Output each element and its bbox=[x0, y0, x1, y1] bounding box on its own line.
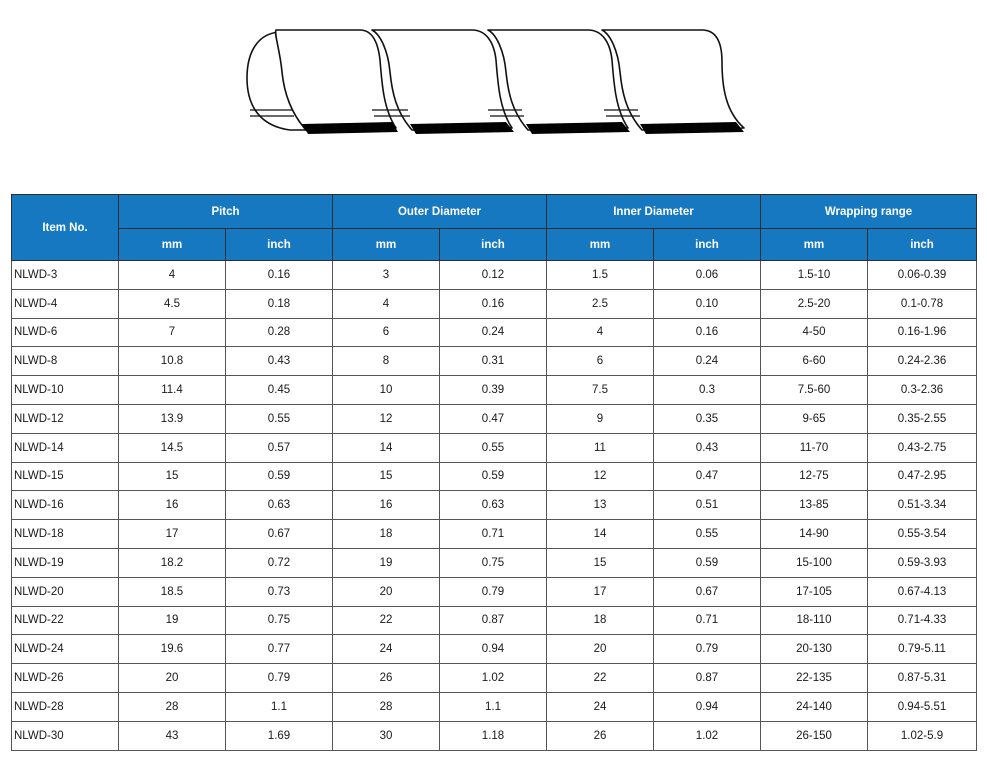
pitch-mm-cell: 17 bbox=[119, 520, 226, 549]
wrapping-range-mm-cell: 12-75 bbox=[761, 462, 868, 491]
wrapping-range-inch-cell: 0.55-3.54 bbox=[868, 520, 977, 549]
pitch-mm-cell: 19 bbox=[119, 606, 226, 635]
pitch-mm-header: mm bbox=[119, 229, 226, 261]
inner-diameter-inch-cell: 0.71 bbox=[654, 606, 761, 635]
table-row bbox=[12, 548, 977, 577]
inner-diameter-mm-cell: 12 bbox=[547, 462, 654, 491]
pitch-inch-header: inch bbox=[226, 229, 333, 261]
inner-diameter-mm-cell: 9 bbox=[547, 404, 654, 433]
wrapping-range-inch-cell: 0.94-5.51 bbox=[868, 692, 977, 721]
inner-diameter-mm-cell: 11 bbox=[547, 433, 654, 462]
pitch-inch-cell: 0.57 bbox=[226, 433, 333, 462]
wrapping-range-inch-cell: 1.02-5.9 bbox=[868, 721, 977, 750]
outer-diameter-mm-cell: 6 bbox=[333, 318, 440, 347]
outer-diameter-mm-cell: 14 bbox=[333, 433, 440, 462]
pitch-inch-cell: 1.69 bbox=[226, 721, 333, 750]
outer-diameter-inch-cell: 0.39 bbox=[440, 376, 547, 405]
inner-diameter-mm-header: mm bbox=[547, 229, 654, 261]
inner-diameter-mm-cell: 2.5 bbox=[547, 289, 654, 318]
item-no-cell: NLWD-26 bbox=[12, 664, 119, 693]
pitch-mm-cell: 15 bbox=[119, 462, 226, 491]
wrapping-range-inch-cell: 0.51-3.34 bbox=[868, 491, 977, 520]
inner-diameter-mm-cell: 26 bbox=[547, 721, 654, 750]
pitch-mm-cell: 18.5 bbox=[119, 577, 226, 606]
pitch-inch-cell: 0.43 bbox=[226, 347, 333, 376]
inner-diameter-inch-cell: 0.67 bbox=[654, 577, 761, 606]
outer-diameter-mm-cell: 10 bbox=[333, 376, 440, 405]
pitch-inch-cell: 0.28 bbox=[226, 318, 333, 347]
wrapping-range-inch-cell: 0.67-4.13 bbox=[868, 577, 977, 606]
wrapping-range-inch-cell: 0.79-5.11 bbox=[868, 635, 977, 664]
pitch-inch-cell: 0.16 bbox=[226, 261, 333, 290]
table-row bbox=[12, 692, 977, 721]
wrapping-range-mm-cell: 17-105 bbox=[761, 577, 868, 606]
pitch-inch-cell: 0.67 bbox=[226, 520, 333, 549]
wrapping-range-mm-cell: 26-150 bbox=[761, 721, 868, 750]
wrapping-range-mm-cell: 2.5-20 bbox=[761, 289, 868, 318]
outer-diameter-inch-cell: 0.79 bbox=[440, 577, 547, 606]
outer-diameter-mm-cell: 12 bbox=[333, 404, 440, 433]
inner-diameter-inch-cell: 0.55 bbox=[654, 520, 761, 549]
table-row bbox=[12, 520, 977, 549]
table-row bbox=[12, 462, 977, 491]
inner-diameter-mm-cell: 13 bbox=[547, 491, 654, 520]
wrapping-range-mm-cell: 11-70 bbox=[761, 433, 868, 462]
pitch-inch-cell: 0.77 bbox=[226, 635, 333, 664]
table-row bbox=[12, 606, 977, 635]
outer-diameter-inch-header: inch bbox=[440, 229, 547, 261]
item-no-cell: NLWD-3 bbox=[12, 261, 119, 290]
inner-diameter-inch-cell: 0.3 bbox=[654, 376, 761, 405]
spiral-wrap-band-icon bbox=[243, 24, 746, 139]
inner-diameter-inch-header: inch bbox=[654, 229, 761, 261]
unit-header-row bbox=[12, 229, 977, 261]
outer-diameter-inch-cell: 0.94 bbox=[440, 635, 547, 664]
inner-diameter-mm-cell: 1.5 bbox=[547, 261, 654, 290]
inner-diameter-inch-cell: 0.35 bbox=[654, 404, 761, 433]
outer-diameter-inch-cell: 0.71 bbox=[440, 520, 547, 549]
wrapping-range-mm-header: mm bbox=[761, 229, 868, 261]
inner-diameter-mm-cell: 18 bbox=[547, 606, 654, 635]
item-no-cell: NLWD-6 bbox=[12, 318, 119, 347]
outer-diameter-inch-cell: 1.18 bbox=[440, 721, 547, 750]
wrapping-range-inch-cell: 0.1-0.78 bbox=[868, 289, 977, 318]
pitch-header: Pitch bbox=[119, 195, 333, 229]
outer-diameter-inch-cell: 0.24 bbox=[440, 318, 547, 347]
outer-diameter-inch-cell: 0.12 bbox=[440, 261, 547, 290]
inner-diameter-inch-cell: 0.06 bbox=[654, 261, 761, 290]
outer-diameter-mm-cell: 24 bbox=[333, 635, 440, 664]
spiral-wrap-spec-table bbox=[11, 194, 977, 751]
pitch-mm-cell: 16 bbox=[119, 491, 226, 520]
outer-diameter-inch-cell: 0.63 bbox=[440, 491, 547, 520]
wrapping-range-inch-cell: 0.87-5.31 bbox=[868, 664, 977, 693]
inner-diameter-inch-cell: 0.10 bbox=[654, 289, 761, 318]
item-no-cell: NLWD-28 bbox=[12, 692, 119, 721]
item-no-header: Item No. bbox=[12, 195, 119, 261]
inner-diameter-inch-cell: 0.87 bbox=[654, 664, 761, 693]
outer-diameter-mm-cell: 22 bbox=[333, 606, 440, 635]
table-row bbox=[12, 261, 977, 290]
pitch-mm-cell: 18.2 bbox=[119, 548, 226, 577]
outer-diameter-inch-cell: 0.87 bbox=[440, 606, 547, 635]
table-row bbox=[12, 404, 977, 433]
pitch-mm-cell: 11.4 bbox=[119, 376, 226, 405]
outer-diameter-inch-cell: 0.75 bbox=[440, 548, 547, 577]
wrapping-range-inch-cell: 0.06-0.39 bbox=[868, 261, 977, 290]
outer-diameter-mm-cell: 4 bbox=[333, 289, 440, 318]
outer-diameter-inch-cell: 0.16 bbox=[440, 289, 547, 318]
outer-diameter-mm-cell: 15 bbox=[333, 462, 440, 491]
group-header-row bbox=[12, 195, 977, 229]
wrapping-range-mm-cell: 6-60 bbox=[761, 347, 868, 376]
inner-diameter-inch-cell: 0.79 bbox=[654, 635, 761, 664]
table-row bbox=[12, 664, 977, 693]
outer-diameter-inch-cell: 0.31 bbox=[440, 347, 547, 376]
table-row bbox=[12, 491, 977, 520]
table-row bbox=[12, 376, 977, 405]
table-row bbox=[12, 347, 977, 376]
inner-diameter-mm-cell: 24 bbox=[547, 692, 654, 721]
wrapping-range-mm-cell: 9-65 bbox=[761, 404, 868, 433]
spec-table-body bbox=[12, 261, 977, 751]
pitch-inch-cell: 0.18 bbox=[226, 289, 333, 318]
inner-diameter-inch-cell: 0.43 bbox=[654, 433, 761, 462]
pitch-mm-cell: 4 bbox=[119, 261, 226, 290]
pitch-inch-cell: 0.75 bbox=[226, 606, 333, 635]
wrapping-range-inch-header: inch bbox=[868, 229, 977, 261]
wrapping-range-inch-cell: 0.16-1.96 bbox=[868, 318, 977, 347]
pitch-inch-cell: 1.1 bbox=[226, 692, 333, 721]
wrapping-range-inch-cell: 0.71-4.33 bbox=[868, 606, 977, 635]
pitch-mm-cell: 7 bbox=[119, 318, 226, 347]
wrapping-range-mm-cell: 4-50 bbox=[761, 318, 868, 347]
outer-diameter-mm-cell: 16 bbox=[333, 491, 440, 520]
outer-diameter-mm-cell: 8 bbox=[333, 347, 440, 376]
item-no-cell: NLWD-10 bbox=[12, 376, 119, 405]
inner-diameter-mm-cell: 20 bbox=[547, 635, 654, 664]
pitch-mm-cell: 14.5 bbox=[119, 433, 226, 462]
inner-diameter-inch-cell: 0.59 bbox=[654, 548, 761, 577]
inner-diameter-mm-cell: 4 bbox=[547, 318, 654, 347]
wrapping-range-mm-cell: 24-140 bbox=[761, 692, 868, 721]
inner-diameter-inch-cell: 0.16 bbox=[654, 318, 761, 347]
outer-diameter-inch-cell: 0.59 bbox=[440, 462, 547, 491]
inner-diameter-mm-cell: 17 bbox=[547, 577, 654, 606]
item-no-cell: NLWD-30 bbox=[12, 721, 119, 750]
wrapping-range-inch-cell: 0.59-3.93 bbox=[868, 548, 977, 577]
pitch-mm-cell: 13.9 bbox=[119, 404, 226, 433]
inner-diameter-inch-cell: 1.02 bbox=[654, 721, 761, 750]
pitch-inch-cell: 0.59 bbox=[226, 462, 333, 491]
item-no-cell: NLWD-18 bbox=[12, 520, 119, 549]
table-row bbox=[12, 289, 977, 318]
wrapping-range-inch-cell: 0.43-2.75 bbox=[868, 433, 977, 462]
wrapping-range-inch-cell: 0.35-2.55 bbox=[868, 404, 977, 433]
item-no-cell: NLWD-8 bbox=[12, 347, 119, 376]
item-no-cell: NLWD-24 bbox=[12, 635, 119, 664]
inner-diameter-mm-cell: 6 bbox=[547, 347, 654, 376]
wrapping-range-mm-cell: 22-135 bbox=[761, 664, 868, 693]
table-row bbox=[12, 318, 977, 347]
item-no-cell: NLWD-14 bbox=[12, 433, 119, 462]
wrapping-range-mm-cell: 15-100 bbox=[761, 548, 868, 577]
table-row bbox=[12, 635, 977, 664]
wrapping-range-mm-cell: 18-110 bbox=[761, 606, 868, 635]
pitch-mm-cell: 10.8 bbox=[119, 347, 226, 376]
item-no-cell: NLWD-19 bbox=[12, 548, 119, 577]
item-no-cell: NLWD-15 bbox=[12, 462, 119, 491]
pitch-inch-cell: 0.55 bbox=[226, 404, 333, 433]
inner-diameter-header: Inner Diameter bbox=[547, 195, 761, 229]
item-no-cell: NLWD-20 bbox=[12, 577, 119, 606]
inner-diameter-mm-cell: 7.5 bbox=[547, 376, 654, 405]
outer-diameter-mm-cell: 20 bbox=[333, 577, 440, 606]
table-row bbox=[12, 577, 977, 606]
pitch-mm-cell: 28 bbox=[119, 692, 226, 721]
outer-diameter-inch-cell: 1.1 bbox=[440, 692, 547, 721]
pitch-inch-cell: 0.79 bbox=[226, 664, 333, 693]
pitch-mm-cell: 20 bbox=[119, 664, 226, 693]
inner-diameter-inch-cell: 0.24 bbox=[654, 347, 761, 376]
pitch-mm-cell: 43 bbox=[119, 721, 226, 750]
wrapping-range-mm-cell: 14-90 bbox=[761, 520, 868, 549]
outer-diameter-mm-cell: 3 bbox=[333, 261, 440, 290]
item-no-cell: NLWD-12 bbox=[12, 404, 119, 433]
outer-diameter-mm-cell: 30 bbox=[333, 721, 440, 750]
outer-diameter-mm-cell: 18 bbox=[333, 520, 440, 549]
wrapping-range-mm-cell: 13-85 bbox=[761, 491, 868, 520]
wrapping-range-inch-cell: 0.3-2.36 bbox=[868, 376, 977, 405]
outer-diameter-inch-cell: 1.02 bbox=[440, 664, 547, 693]
outer-diameter-mm-header: mm bbox=[333, 229, 440, 261]
pitch-mm-cell: 4.5 bbox=[119, 289, 226, 318]
inner-diameter-inch-cell: 0.51 bbox=[654, 491, 761, 520]
inner-diameter-mm-cell: 15 bbox=[547, 548, 654, 577]
wrapping-range-inch-cell: 0.24-2.36 bbox=[868, 347, 977, 376]
outer-diameter-header: Outer Diameter bbox=[333, 195, 547, 229]
item-no-cell: NLWD-16 bbox=[12, 491, 119, 520]
wrapping-range-header: Wrapping range bbox=[761, 195, 977, 229]
outer-diameter-inch-cell: 0.55 bbox=[440, 433, 547, 462]
item-no-cell: NLWD-4 bbox=[12, 289, 119, 318]
inner-diameter-mm-cell: 14 bbox=[547, 520, 654, 549]
wrapping-range-mm-cell: 1.5-10 bbox=[761, 261, 868, 290]
pitch-inch-cell: 0.73 bbox=[226, 577, 333, 606]
item-no-cell: NLWD-22 bbox=[12, 606, 119, 635]
outer-diameter-mm-cell: 28 bbox=[333, 692, 440, 721]
pitch-mm-cell: 19.6 bbox=[119, 635, 226, 664]
outer-diameter-mm-cell: 26 bbox=[333, 664, 440, 693]
inner-diameter-inch-cell: 0.94 bbox=[654, 692, 761, 721]
wrapping-range-mm-cell: 20-130 bbox=[761, 635, 868, 664]
wrapping-range-mm-cell: 7.5-60 bbox=[761, 376, 868, 405]
inner-diameter-inch-cell: 0.47 bbox=[654, 462, 761, 491]
pitch-inch-cell: 0.45 bbox=[226, 376, 333, 405]
outer-diameter-inch-cell: 0.47 bbox=[440, 404, 547, 433]
outer-diameter-mm-cell: 19 bbox=[333, 548, 440, 577]
table-row bbox=[12, 721, 977, 750]
pitch-inch-cell: 0.72 bbox=[226, 548, 333, 577]
inner-diameter-mm-cell: 22 bbox=[547, 664, 654, 693]
table-row bbox=[12, 433, 977, 462]
wrapping-range-inch-cell: 0.47-2.95 bbox=[868, 462, 977, 491]
pitch-inch-cell: 0.63 bbox=[226, 491, 333, 520]
